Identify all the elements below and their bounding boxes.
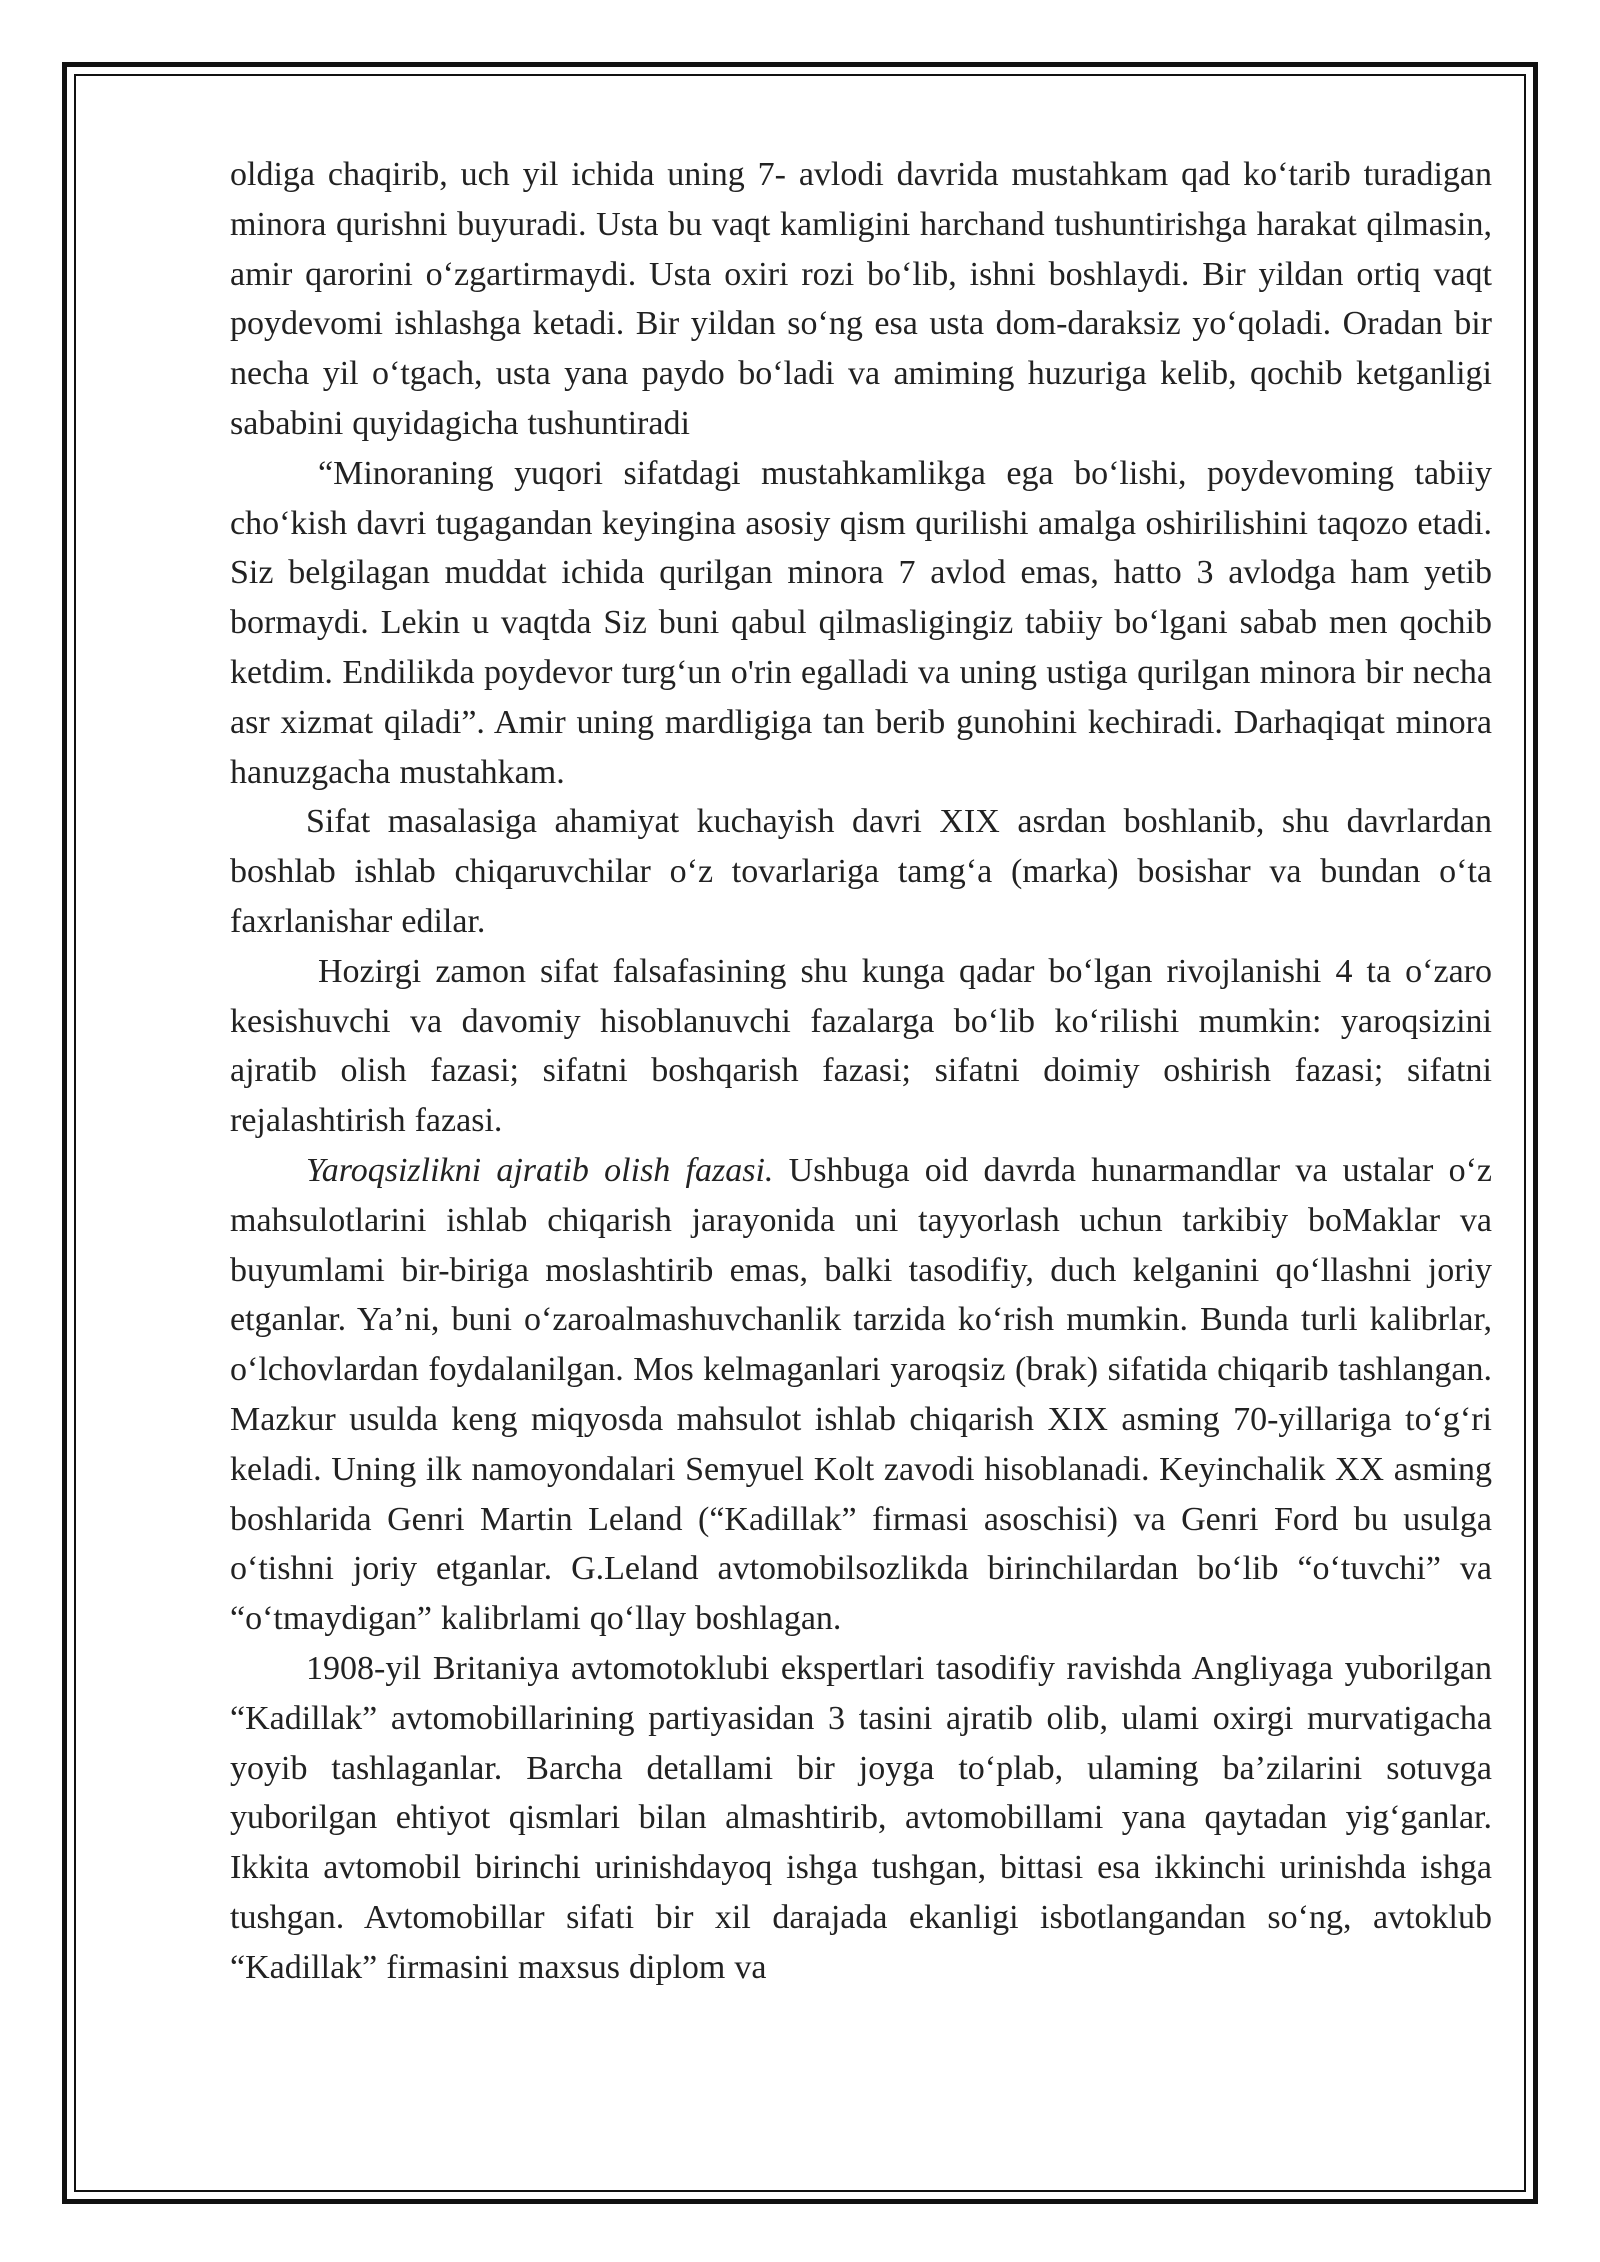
paragraph-3: Sifat masalasiga ahamiyat kuchayish davri XIX asrdan boshlanib, shu davrlardan boshlab ishlab chiqaruvchilar oʻz tovarlariga tamgʻa (marka) bosishar va bundan oʻta faxrlanishar edilar. <box>230 803 1492 940</box>
paragraph-5 <box>230 1146 1492 1644</box>
paragraph-5-italic-lead: Yaroqsizlikni ajratib olish fazasi. <box>306 1151 774 1189</box>
document-body <box>230 150 1492 1992</box>
paragraph-4: Hozirgi zamon sifat falsafasining shu kunga qadar boʻlgan rivojlanishi 4 ta oʻzaro kesishuvchi va davomiy hisoblanuvchi fazalarga boʻlib koʻrilishi mumkin: yaroqsizini ajratib olish fazasi; sifatni boshqarish fazasi; sifatni doimiy oshirish fazasi; sifatni rejalashtirish fazasi. <box>230 952 1492 1140</box>
paragraph-1: oldiga chaqirib, uch yil ichida uning 7- avlodi davrida mustahkam qad koʻtarib turadigan minora qurishni buyuradi. Usta bu vaqt kamligini harchand tushuntirishga harakat qilmasin, amir qarorini oʻzgartirmaydi. Usta oxiri rozi boʻlib, ishni boshlaydi. Bir yildan ortiq vaqt poydevomi ishlashga ketadi. Bir yildan soʻng esa usta dom-daraksiz yoʻqoladi. Oradan bir necha yil oʻtgach, usta yana paydo boʻladi va amiming huzuriga kelib, qochib ketganligi sababini quyidagicha tushuntiradi <box>230 156 1492 442</box>
paragraph-2: “Minoraning yuqori sifatdagi mustahkamlikga ega boʻlishi, poydevoming tabiiy choʻkish davri tugagandan keyingina asosiy qism qurilishi amalga oshirilishini taqozo etadi. Siz belgilagan muddat ichida qurilgan minora 7 avlod emas, hatto 3 avlodga ham yetib bormaydi. Lekin u vaqtda Siz buni qabul qilmasligingiz tabiiy boʻlgani sabab men qochib ketdim. Endilikda poydevor turgʻun o'rin egalladi va uning ustiga qurilgan minora bir necha asr xizmat qiladi”. Amir uning mardligiga tan berib gunohini kechiradi. Darhaqiqat minora hanuzgacha mustahkam. <box>230 454 1492 791</box>
paragraph-5-text: Ushbuga oid davrda hunarmandlar va ustalar oʻz mahsulotlarini ishlab chiqarish jarayonida uni tayyorlash uchun tarkibiy boMaklar va buyumlami bir-biriga moslashtirib emas, balki tasodifiy, duch kelganini qoʻllashni joriy etganlar. Ya’ni, buni oʻzaroalmashuvchanlik tarzida koʻrish mumkin. Bunda turli kalibrlar, oʻlchovlardan foydalanilgan. Mos kelmaganlari yaroqsiz (brak) sifatida chiqarib tashlangan. Mazkur usulda keng miqyosda mahsulot ishlab chiqarish XIX asming 70-yillariga toʻgʻri keladi. Uning ilk namoyondalari Semyuel Kolt zavodi hisoblanadi. Keyinchalik XX asming boshlarida Genri Martin Leland (“Kadillak” firmasi asoschisi) va Genri Ford bu usulga oʻtishni joriy etganlar. G.Leland avtomobilsozlikda birinchilardan boʻlib “oʻtuvchi” va “oʻtmaydigan” kalibrlami qoʻllay boshlagan. <box>230 1151 1492 1638</box>
paragraph-6: 1908-yil Britaniya avtomotoklubi ekspertlari tasodifiy ravishda Angliyaga yuborilgan “Kadillak” avtomobillarining partiyasidan 3 tasini ajratib olib, ulami oxirgi murvatigacha yoyib tashlaganlar. Barcha detallami bir joyga toʻplab, ulaming ba’zilarini sotuvga yuborilgan ehtiyot qismlari bilan almashtirib, avtomobillami yana qaytadan yigʻganlar. Ikkita avtomobil birinchi urinishdayoq ishga tushgan, bittasi esa ikkinchi urinishda ishga tushgan. Avtomobillar sifati bir xil darajada ekanligi isbotlangandan soʻng, avtoklub “Kadillak” firmasini maxsus diplom va <box>230 1649 1492 1986</box>
